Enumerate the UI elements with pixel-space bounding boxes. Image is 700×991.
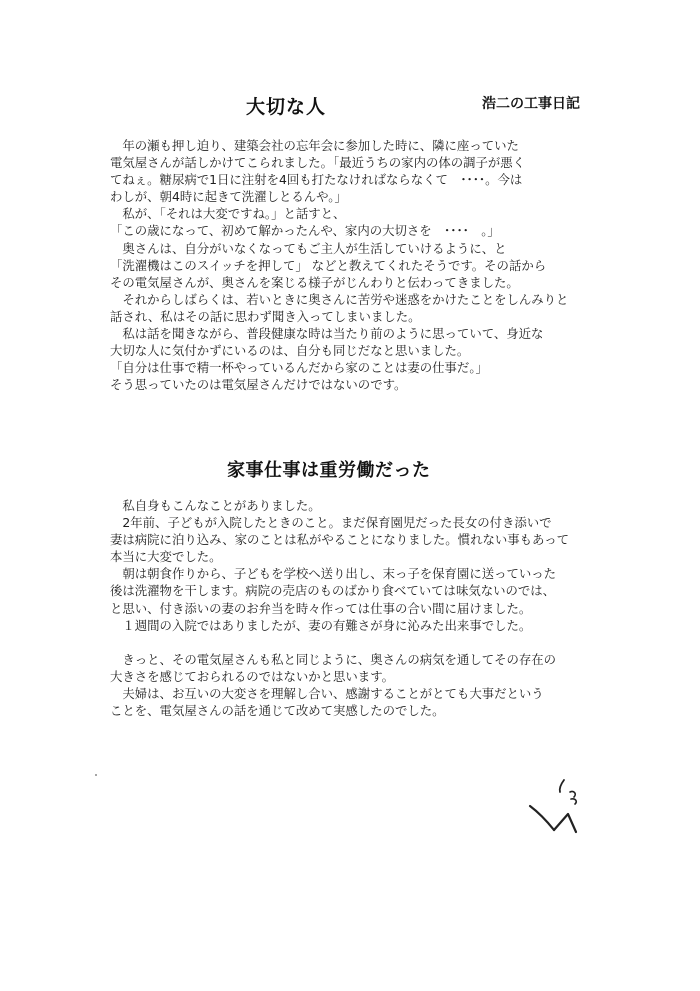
body-line: わしが、朝4時に起きて洗濯しとるんや。」 [110, 189, 347, 205]
body-line: ことを、電気屋さんの話を通じて改めて実感したのでした。 [110, 703, 445, 719]
body-line: 後は洗濯物を干します。病院の売店のものばかり食べていては味気ないのでは、 [110, 583, 556, 599]
body-line: 「この歳になって、初めて解かったんや、家内の大切さを ････ 。」 [110, 223, 500, 239]
body-line: その電気屋さんが、奥さんを案じる様子がじんわりと伝わってきました。 [110, 274, 519, 290]
sketch-doodle-icon [524, 774, 594, 844]
body-line: 年の瀬も押し迫り、建築会社の忘年会に参加した時に、隣に座っていた [110, 138, 519, 153]
body-line: と思い、付き添いの妻のお弁当を時々作っては仕事の合い間に届けました。 [110, 600, 532, 616]
body-line: 電気屋さんが話しかけてこられました。「最近うちの家内の体の調子が悪く [110, 155, 526, 171]
body-line: 朝は朝食作りから、子どもを学校へ送り出し、末っ子を保育園に送っていった [110, 566, 557, 582]
body-line: 私自身もこんなことがありました。 [110, 498, 321, 513]
body-line: 妻は病院に泊り込み、家のことは私がやることになりました。慣れない事もあって [110, 532, 570, 548]
body-line: それからしばらくは、若いときに奥さんに苦労や迷惑をかけたことをしんみりと [110, 291, 569, 307]
body-line: １週間の入院ではありましたが、妻の有難さが身に沁みた出来事でした。 [110, 617, 532, 633]
body-line: 本当に大変でした。 [110, 549, 222, 565]
body-line: 私が、「それは大変ですね。」と話すと、 [110, 206, 346, 222]
paragraph-gap [110, 634, 650, 651]
scan-speck [95, 774, 97, 776]
section-2-heading: 家事仕事は重労働だった [227, 460, 431, 481]
body-line: 話され、私はその話に思わず聞き入ってしまいました。 [110, 308, 421, 324]
body-line: そう思っていたのは電気屋さんだけではないのです。 [110, 377, 407, 393]
body-line: てねぇ。糖尿病で1日に注射を4回も打たなければならなくて ････。今は [110, 172, 523, 188]
body-line: 私は話を聞きながら、普段健康な時は当たり前のように思っていて、身近な [110, 326, 544, 342]
body-line: 大きさを感じておられるのではないかと思います。 [110, 668, 394, 684]
series-title: 浩二の工事日記 [482, 96, 580, 112]
body-line: 大切な人に気付かずにいるのは、自分も同じだなと思いました。 [110, 343, 470, 359]
body-line: 「洗濯機はこのスイッチを押して」 などと教えてくれたそうです。その話から [110, 257, 547, 273]
article-title: 大切な人 [246, 96, 327, 118]
body-line: 夫婦は、お互いの大変さを理解し合い、感謝することがとても大事だという [110, 686, 544, 702]
body-line: 2年前、子どもが入院したときのこと。まだ保育園児だった長女の付き添いで [110, 515, 552, 531]
section-1-body [110, 137, 650, 393]
section-2-body [110, 497, 650, 719]
body-line: きっと、その電気屋さんも私と同じように、奥さんの病気を通してその存在の [110, 651, 557, 667]
body-line: 「自分は仕事で精一杯やっているんだから家のことは妻の仕事だ。」 [110, 360, 488, 376]
body-line: 奥さんは、自分がいなくなってもご主人が生活していけるように、と [110, 240, 507, 256]
